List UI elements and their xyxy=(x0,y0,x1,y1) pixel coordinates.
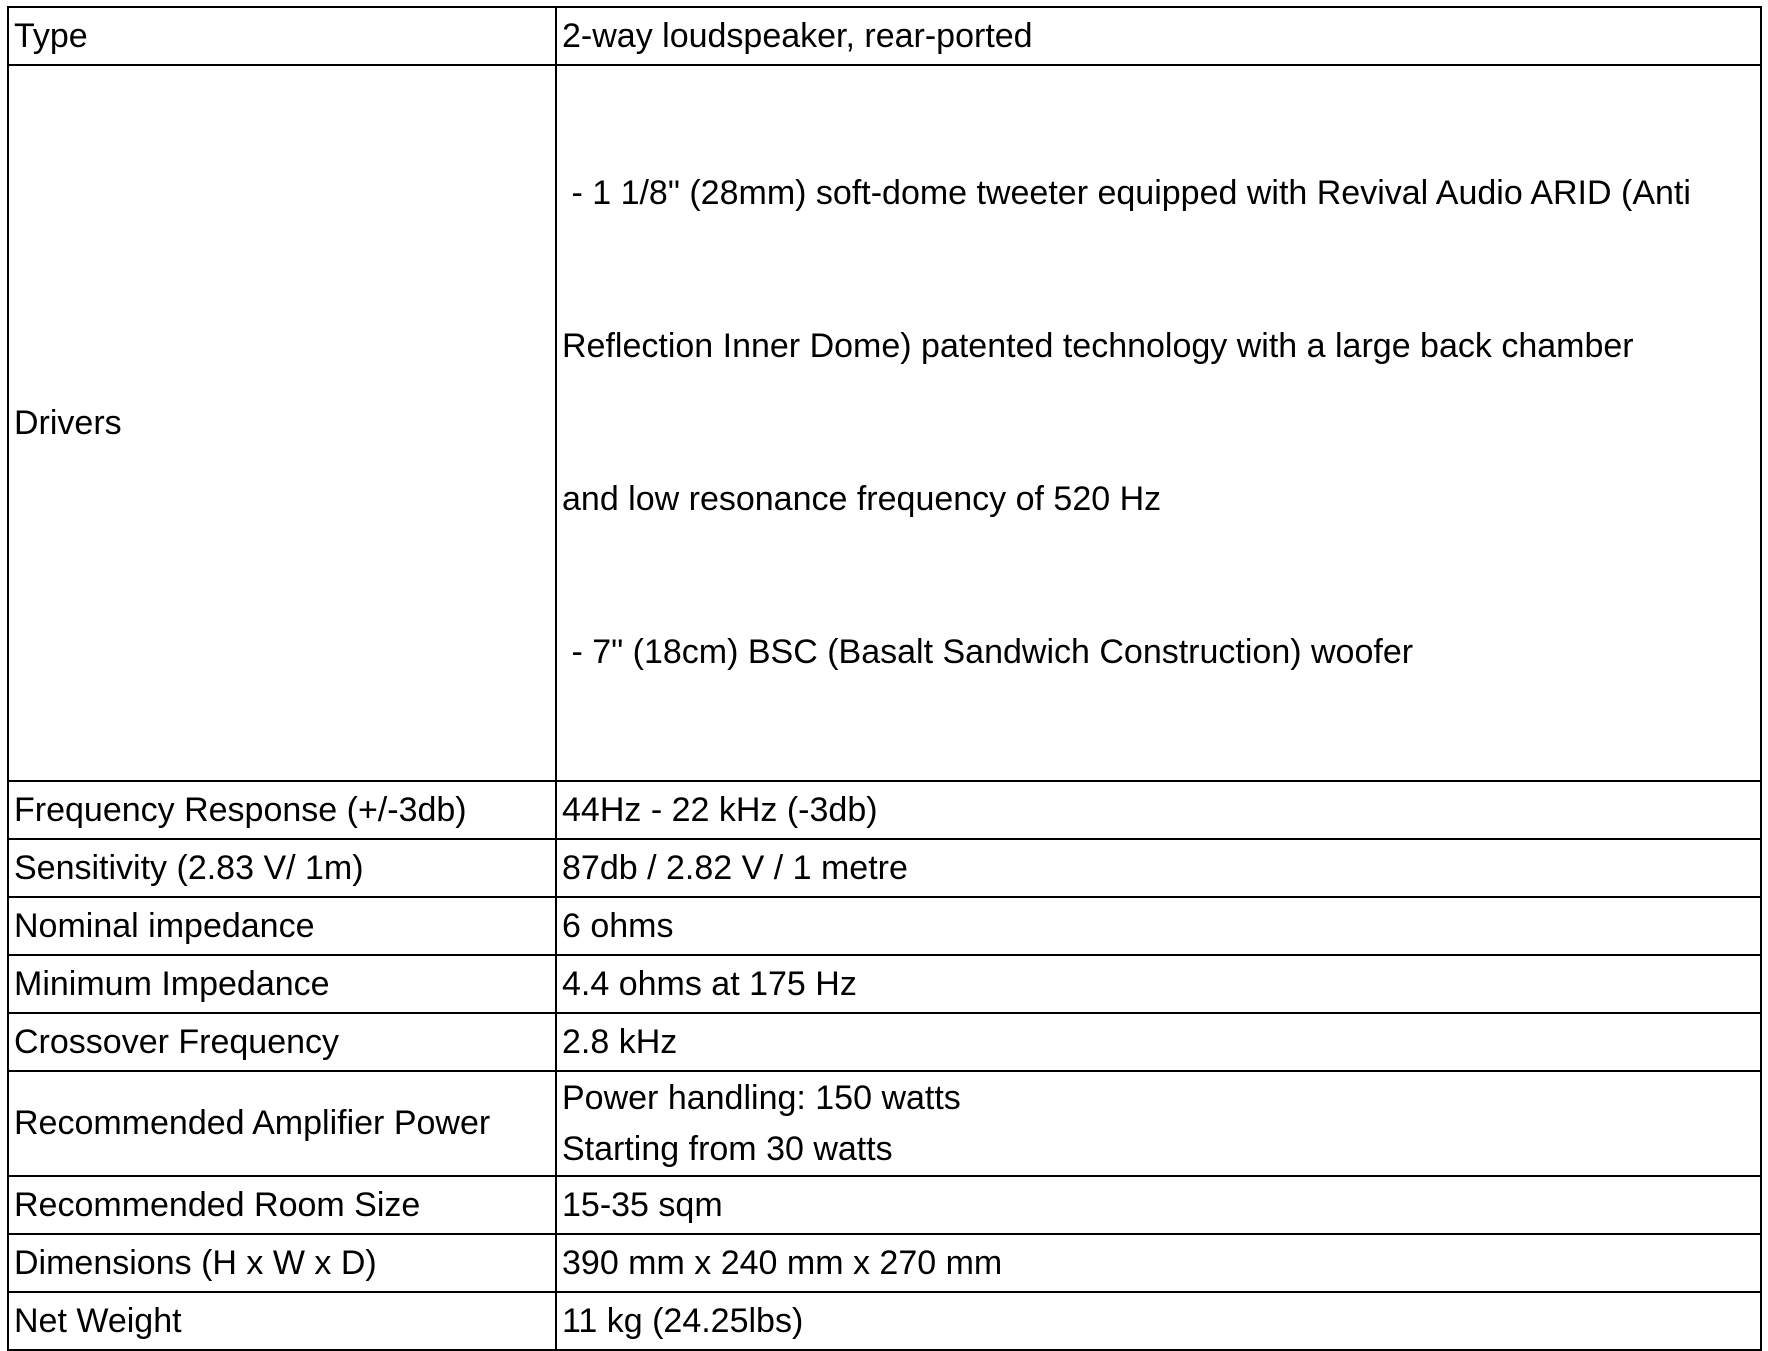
spec-value xyxy=(556,955,1761,1013)
table-row xyxy=(8,1292,1761,1350)
spec-value-line: 15-35 sqm xyxy=(562,1185,723,1224)
table-row xyxy=(8,839,1761,897)
spec-value xyxy=(556,7,1761,65)
spec-value xyxy=(556,839,1761,897)
spec-label: Nominal impedance xyxy=(8,897,556,955)
table-row xyxy=(8,1013,1761,1071)
spec-label: Dimensions (H x W x D) xyxy=(8,1234,556,1292)
table-row xyxy=(8,1176,1761,1234)
table-row xyxy=(8,781,1761,839)
spec-label: Recommended Room Size xyxy=(8,1176,556,1234)
spec-label: Type xyxy=(8,7,556,65)
spec-value xyxy=(556,65,1761,781)
table-row xyxy=(8,955,1761,1013)
table-row xyxy=(8,1071,1761,1176)
spec-value-line: Starting from 30 watts xyxy=(562,1129,893,1168)
spec-label: Net Weight xyxy=(8,1292,556,1350)
spec-value-line: 87db / 2.82 V / 1 metre xyxy=(562,848,908,887)
spec-value xyxy=(556,1176,1761,1234)
spec-value xyxy=(556,781,1761,839)
spec-value-line: 2.8 kHz xyxy=(562,1022,678,1061)
spec-value-line: 44Hz - 22 kHz (-3db) xyxy=(562,790,878,829)
spec-label: Drivers xyxy=(8,65,556,781)
table-row xyxy=(8,7,1761,65)
spec-value-line: - 7" (18cm) BSC (Basalt Sandwich Construction) woofer xyxy=(562,633,1414,671)
spec-table xyxy=(7,6,1762,1351)
spec-value-line: Power handling: 150 watts xyxy=(562,1078,961,1117)
spec-value xyxy=(556,1292,1761,1350)
spec-label: Crossover Frequency xyxy=(8,1013,556,1071)
spec-value xyxy=(556,1234,1761,1292)
spec-value-line: 6 ohms xyxy=(562,906,674,945)
spec-value-line: 11 kg (24.25lbs) xyxy=(562,1301,804,1340)
spec-label: Frequency Response (+/-3db) xyxy=(8,781,556,839)
spec-label: Recommended Amplifier Power xyxy=(8,1071,556,1176)
spec-label: Minimum Impedance xyxy=(8,955,556,1013)
table-row xyxy=(8,65,1761,781)
table-row xyxy=(8,1234,1761,1292)
spec-label: Sensitivity (2.83 V/ 1m) xyxy=(8,839,556,897)
spec-value-line: Reflection Inner Dome) patented technology with a large back chamber xyxy=(562,327,1634,365)
spec-value-line: - 1 1/8" (28mm) soft-dome tweeter equipped with Revival Audio ARID (Anti xyxy=(562,174,1691,212)
spec-value-line: 390 mm x 240 mm x 270 mm xyxy=(562,1243,1003,1282)
spec-value xyxy=(556,1071,1761,1176)
spec-value-line: and low resonance frequency of 520 Hz xyxy=(562,480,1162,518)
spec-value-line: 4.4 ohms at 175 Hz xyxy=(562,964,857,1003)
spec-value xyxy=(556,1013,1761,1071)
spec-value-line: 2-way loudspeaker, rear-ported xyxy=(562,16,1033,55)
